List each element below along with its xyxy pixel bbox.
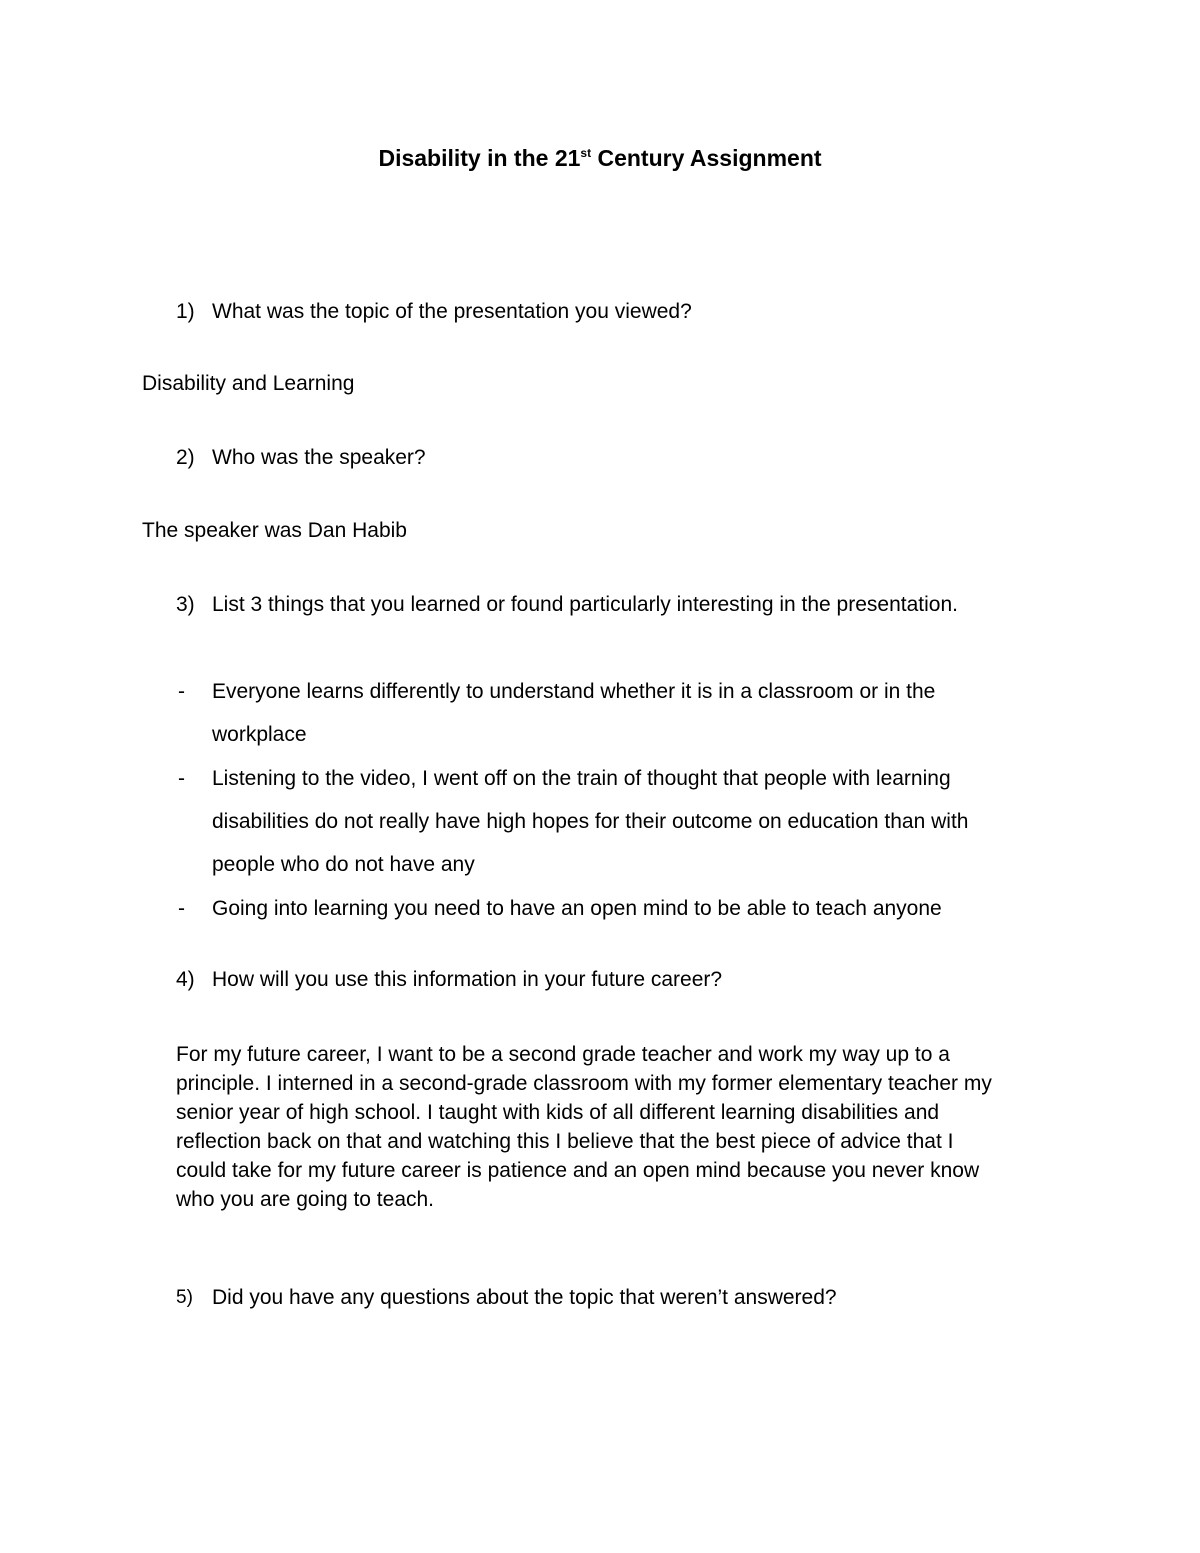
title-prefix: Disability in the 21 [378, 145, 581, 171]
question-3-number: 3) [176, 593, 195, 616]
bullet-2-line-1: Listening to the video, I went off on the train of thought that people with learning [212, 767, 951, 790]
page-title [0, 145, 1200, 172]
bullet-3-line-1: Going into learning you need to have an open mind to be able to teach anyone [212, 897, 942, 920]
question-4-text: How will you use this information in your future career? [212, 968, 723, 991]
question-2-text: Who was the speaker? [212, 446, 426, 469]
question-5-number: 5) [176, 1287, 193, 1308]
answer-4-line: principle. I interned in a second-grade classroom with my former elementary teacher my [176, 1072, 992, 1095]
question-2-number: 2) [176, 446, 195, 469]
answer-4-line: senior year of high school. I taught with kids of all different learning disabilities and [176, 1101, 940, 1124]
question-3-text: List 3 things that you learned or found particularly interesting in the presentation. [212, 593, 958, 616]
bullet-1-line-2: workplace [212, 723, 307, 746]
question-5-text: Did you have any questions about the topic that weren’t answered? [212, 1286, 837, 1309]
bullet-2-line-2: disabilities do not really have high hopes for their outcome on education than with [212, 810, 969, 833]
bullet-2-dash: - [178, 767, 185, 790]
question-1-number: 1) [176, 300, 195, 323]
bullet-2-line-3: people who do not have any [212, 853, 475, 876]
answer-4-line: reflection back on that and watching this I believe that the best piece of advice that I [176, 1130, 954, 1153]
bullet-1-line-1: Everyone learns differently to understand whether it is in a classroom or in the [212, 680, 936, 703]
bullet-1-dash: - [178, 680, 185, 703]
answer-1: Disability and Learning [142, 372, 355, 395]
question-1-text: What was the topic of the presentation you viewed? [212, 300, 692, 323]
bullet-3-dash: - [178, 897, 185, 920]
answer-2: The speaker was Dan Habib [142, 519, 407, 542]
title-superscript: st [580, 146, 592, 160]
answer-4-line: who you are going to teach. [176, 1188, 435, 1211]
answer-4-paragraph [176, 1040, 1076, 1214]
answer-4-line: could take for my future career is patience and an open mind because you never know [176, 1159, 980, 1182]
question-4-number: 4) [176, 968, 195, 991]
title-suffix: Century Assignment [591, 145, 822, 171]
answer-4-line: For my future career, I want to be a second grade teacher and work my way up to a [176, 1043, 950, 1066]
